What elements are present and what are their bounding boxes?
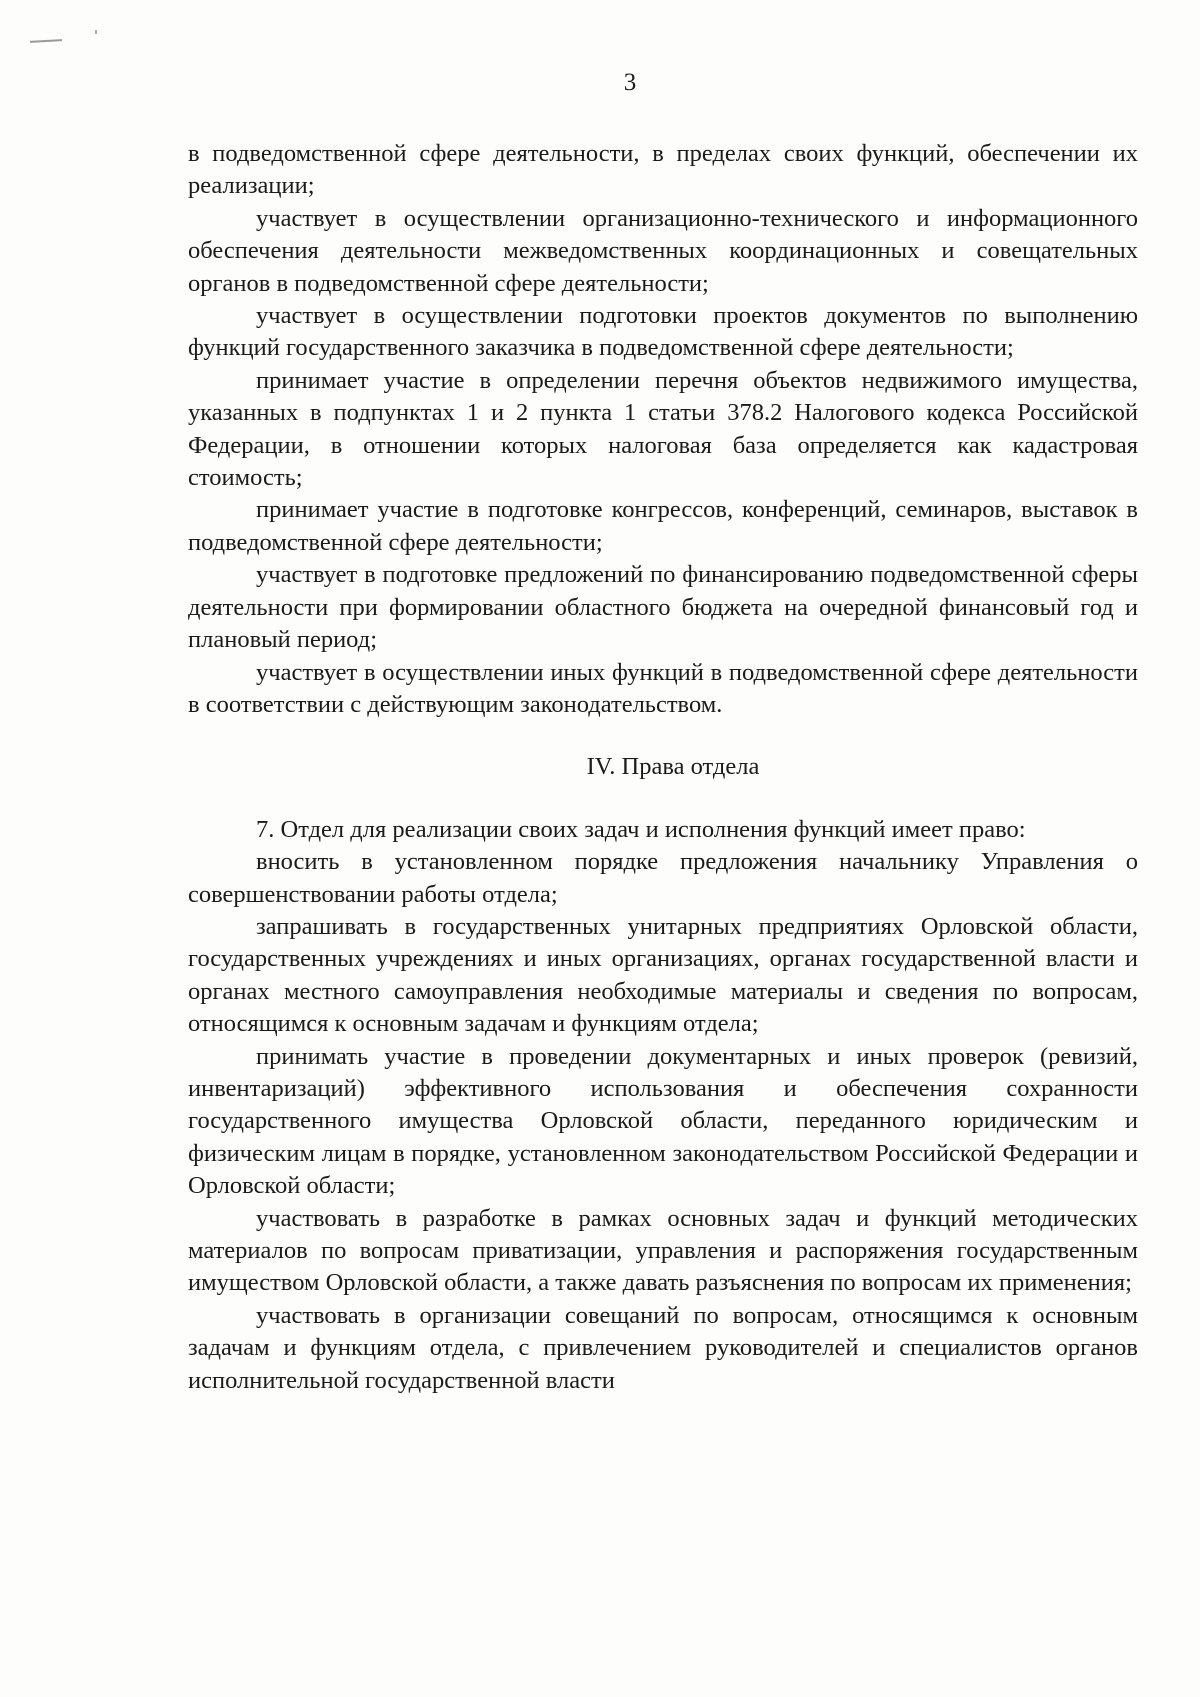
paragraph-continuation: в подведомственной сфере деятельности, в пределах своих функций, обеспечении их реализации; xyxy=(188,140,1138,200)
paragraph: участвует в осуществлении подготовки проектов документов по выполнению функций государственного заказчика в подведомственной сфере деятельности; xyxy=(188,302,1138,362)
section-heading: IV. Права отдела xyxy=(586,753,760,781)
document-body xyxy=(188,138,1138,1397)
paragraph: 7. Отдел для реализации своих задач и исполнения функций имеет право: xyxy=(256,815,1026,843)
page-number: 3 xyxy=(623,69,637,96)
paragraph: вносить в установленном порядке предложения начальнику Управления о совершенствовании работы отдела; xyxy=(188,848,1138,908)
scan-artifact-mark xyxy=(30,39,62,43)
paragraph: участвует в осуществлении иных функций в подведомственной сфере деятельности в соответствии с действующим законодательством. xyxy=(188,658,1138,718)
paragraph: участвует в подготовке предложений по финансированию подведомственной сферы деятельности при формировании областного бюджета на очередной финансовый год и плановый период; xyxy=(188,561,1138,654)
paragraph: принимать участие в проведении документарных и иных проверок (ревизий, инвентаризаций) эффективного использования и обеспечения сохранности государственного имущества Орловской области, переданного юридическим и физическим лицам в порядке, установленном законодательством Российской Федерации и Орловской области; xyxy=(188,1042,1138,1200)
scan-artifact-dot xyxy=(95,30,97,34)
paragraph: участвует в осуществлении организационно-технического и информационного обеспечения деятельности межведомственных координационных и совещательных органов в подведомственной сфере деятельности; xyxy=(188,204,1138,297)
paragraph: принимает участие в определении перечня объектов недвижимого имущества, указанных в подпунктах 1 и 2 пункта 1 статьи 378.2 Налогового кодекса Российской Федерации, в отношении которых налоговая база определяется как кадастровая стоимость; xyxy=(188,366,1138,492)
paragraph: участвовать в разработке в рамках основных задач и функций методических материалов по вопросам приватизации, управления и распоряжения государственным имуществом Орловской области, а также давать разъяснения по вопросам их применения; xyxy=(188,1204,1138,1297)
paragraph: запрашивать в государственных унитарных предприятиях Орловской области, государственных учреждениях и иных организациях, органах государственной власти и органах местного самоуправления необходимые материалы и сведения по вопросам, относящимся к основным задачам и функциям отдела; xyxy=(188,912,1138,1038)
paragraph: участвовать в организации совещаний по вопросам, относящимся к основным задачам и функциям отдела, с привлечением руководителей и специалистов органов исполнительной государственной власти xyxy=(188,1301,1138,1394)
paragraph: принимает участие в подготовке конгрессов, конференций, семинаров, выставок в подведомственной сфере деятельности; xyxy=(188,496,1138,556)
